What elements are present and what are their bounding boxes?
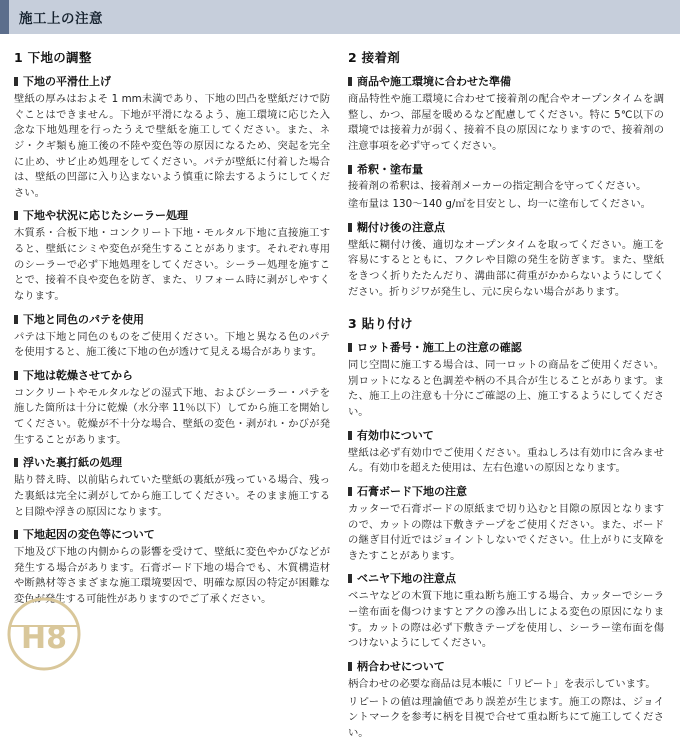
square-bullet-icon xyxy=(14,371,18,380)
subsection-1-5 xyxy=(14,455,330,520)
square-bullet-icon xyxy=(348,431,352,440)
subsection-heading-label: 浮いた裏打紙の処理 xyxy=(23,456,122,470)
subsection-heading xyxy=(348,571,664,587)
section-title-2: 2 接着剤 xyxy=(348,50,401,65)
subsection-1-2 xyxy=(14,208,330,304)
subsection-heading xyxy=(348,659,664,675)
square-bullet-icon xyxy=(14,530,18,539)
paragraph: 壁紙は必ず有効巾でご使用ください。重ねしろは有効巾に含みません。有効巾を超えた使用は、左右色違いの原因となります。 xyxy=(348,446,664,475)
square-bullet-icon xyxy=(348,662,352,671)
column-right xyxy=(348,48,664,748)
subsection-1-1 xyxy=(14,74,330,201)
subsection-heading-label: 石膏ボード下地の注意 xyxy=(357,484,467,498)
subsection-3-4 xyxy=(348,571,664,652)
paragraph: 壁紙に糊付け後、適切なオープンタイムを取ってください。施工を容易にするとともに、フクレや目隙の発生を防ぎます。また、壁紙をきつく折りたたんだり、溝曲部に荷重がかからないようにしてください。折りジワが発生し、元に戻らない場合があります。 xyxy=(348,238,664,298)
subsection-heading-label: 糊付け後の注意点 xyxy=(357,220,445,234)
square-bullet-icon xyxy=(348,574,352,583)
svg-text:H8: H8 xyxy=(21,621,67,656)
paragraph: 貼り替え時、以前貼られていた壁紙の裏紙が残っている場合、残った裏紙は完全に剥がしてから施工してください。そのまま施工すると目隙や浮きの原因になります。 xyxy=(14,474,330,518)
subsection-2-3 xyxy=(348,220,664,301)
paragraph: 塗布量は 130～140 g/㎡を目安とし、均一に塗布してください。 xyxy=(348,198,651,211)
subsection-heading xyxy=(14,312,330,328)
subsection-2-2 xyxy=(348,162,664,213)
subsection-heading xyxy=(348,340,664,356)
square-bullet-icon xyxy=(348,77,352,86)
square-bullet-icon xyxy=(14,77,18,86)
subsection-3-5 xyxy=(348,659,664,742)
subsection-heading-label: 商品や施工環境に合わせた準備 xyxy=(357,75,511,88)
subsection-1-6 xyxy=(14,527,330,608)
subsection-heading-label: ロット番号・施工上の注意の確認 xyxy=(357,341,522,355)
paragraph: ベニヤなどの木質下地に重ね断ち施工する場合、カッターでシーラー塗布面を傷つけますとアクの滲み出しによる変色の原因になります。カットの際は必ず下敷きテープを使用し、シーラー塗布面を傷つけないようにしてください。 xyxy=(348,590,664,650)
subsection-heading-label: 下地と同色のパテを使用 xyxy=(23,312,144,326)
page-title: 施工上の注意 xyxy=(19,11,103,27)
section-title-3: 3 貼り付け xyxy=(348,316,413,332)
square-bullet-icon xyxy=(348,487,352,496)
paragraph: コンクリートやモルタルなどの湿式下地、およびシーラー・パテを施した箇所は十分に乾燥（水分率 11％以下）してから施工を開始してください。乾燥が不十分な場合、壁紙の変色・剥がれ・かびが発生することがあります。 xyxy=(14,386,330,446)
subsection-1-3 xyxy=(14,312,330,361)
paragraph: リピートの値は理論値であり誤差が生じます。施工の際は、ジョイントマークを参考に柄を目視で合せて重ね断ちにて施工してください。 xyxy=(348,695,664,739)
subsection-heading-label: 有効巾について xyxy=(357,428,434,442)
content-columns xyxy=(0,34,680,748)
subsection-heading xyxy=(14,74,330,90)
paragraph: 同じ空間に施工する場合は、同一ロットの商品をご使用ください。別ロットになると色調差や柄の不具合が生じることがあります。また、施工上の注意も十分にご確認の上、施工するようにしてください。 xyxy=(348,359,664,419)
paragraph: 柄合わせの必要な商品は見本帳に「リピート」を表示しています。 xyxy=(348,677,656,690)
subsection-heading xyxy=(348,74,664,90)
subsection-heading xyxy=(14,368,330,384)
subsection-3-3 xyxy=(348,484,664,565)
subsection-heading-label: 希釈・塗布量 xyxy=(357,162,423,176)
subsection-2-1 xyxy=(348,74,664,155)
subsection-1-4 xyxy=(14,368,330,449)
square-bullet-icon xyxy=(348,223,352,232)
subsection-heading xyxy=(348,220,664,236)
square-bullet-icon xyxy=(348,343,352,352)
subsection-heading xyxy=(14,208,330,224)
column-left xyxy=(14,48,330,748)
paragraph: 商品特性や施工環境に合わせて接着剤の配合やオープンタイムを調整し、かつ、部屋を暖めるなど配慮してください。特に 5℃以下の環境では接着力が弱く、接着不良の原因になりますので、接着剤の注意事項を必ず守ってください。 xyxy=(348,92,664,152)
subsection-heading-label: 下地起因の変色等について xyxy=(23,528,155,542)
subsection-heading xyxy=(348,162,664,178)
subsection-heading-label: 柄合わせについて xyxy=(357,659,445,673)
subsection-heading xyxy=(14,527,330,543)
subsection-heading-label: 下地は乾燥させてから xyxy=(23,368,133,382)
paragraph: パテは下地と同色のものをご使用ください。下地と異なる色のパテを使用すると、施工後に下地の色が透けて見える場合があります。 xyxy=(14,330,330,359)
subsection-heading xyxy=(348,484,664,500)
paragraph: 下地及び下地の内側からの影響を受けて、壁紙に変色やかびなどが発生する場合があります。石膏ボード下地の場合でも、木質構造材や断熱材等さまざまな施工環境要因で、明確な原因の特定が困難な変色が発生する可能性がありますのでご了承ください。 xyxy=(14,546,330,605)
section-title-1: 1 下地の調整 xyxy=(14,50,92,65)
subsection-3-1 xyxy=(348,340,664,421)
square-bullet-icon xyxy=(14,458,18,467)
square-bullet-icon xyxy=(14,211,18,220)
subsection-heading xyxy=(348,428,664,444)
subsection-3-2 xyxy=(348,428,664,477)
square-bullet-icon xyxy=(348,165,352,174)
subsection-heading xyxy=(14,455,330,471)
subsection-heading-label: ベニヤ下地の注意点 xyxy=(357,572,456,586)
paragraph: 接着剤の希釈は、接着剤メーカーの指定割合を守ってください。 xyxy=(348,180,647,193)
document-header xyxy=(0,0,680,34)
paragraph: 木質系・合板下地・コンクリート下地・モルタル下地に直接施工すると、壁紙にシミや変色が発生することがあります。それぞれ専用のシーラーで必ず下地処理をしてください。シーラー処理を施すことで、接着不良や変色を防ぎ、また、リフォーム時に剥がしやすくなります。 xyxy=(14,227,330,302)
paragraph: 壁紙の厚みはおよそ 1 mm未満であり、下地の凹凸を壁紙だけで防ぐことはできません。下地が平滑になるよう、施工環境に応じた入念な下地処理を行ったうえで壁紙を施工してください。また、ネジ・クギ類も施工後の不陸や変色等の原因になるため、突起を完全に止め、サビ止め処理をしてください。パテが壁紙に付着した場合は、壁紙の凹部に入り込まないよう慎重に除去するようにしてください。 xyxy=(14,92,330,199)
subsection-heading-label: 下地や状況に応じたシーラー処理 xyxy=(23,209,188,223)
subsection-heading-label: 下地の平滑仕上げ xyxy=(23,75,111,88)
paragraph: カッターで石膏ボードの原紙まで切り込むと目隙の原因となりますので、カットの際は下敷きテープをご使用ください。また、ボードの継ぎ目付近ではジョイントしないでください。仕上がりに支障をきたすことがあります。 xyxy=(348,502,664,562)
header-accent-bar xyxy=(0,0,9,34)
header-bar xyxy=(9,0,680,34)
square-bullet-icon xyxy=(14,315,18,324)
